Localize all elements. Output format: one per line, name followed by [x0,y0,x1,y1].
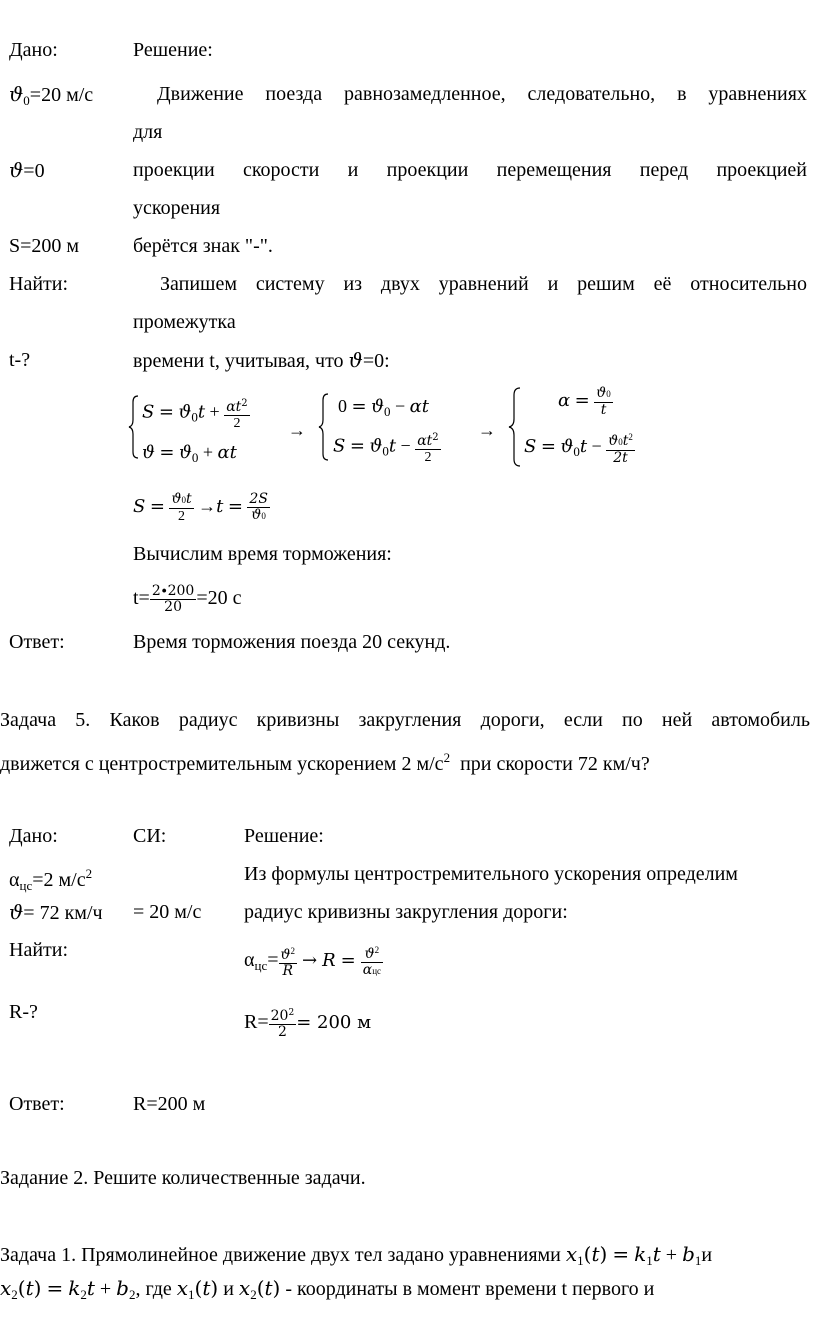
solution-line-1b: для [133,121,163,143]
t-calc: t= $\frac{2\cdot 200}{20}$ =20 с [133,582,242,615]
sol2-line-1: Из формулы центростремительного ускорения определим [244,863,738,885]
brace-2 [319,394,328,460]
otvet-label-2: Ответ: [9,1093,65,1115]
task5-line-2: движется с центростремительным ускорением 2 $м/с^2$ при скорости 72 км/ч? [0,750,650,775]
given-a: $\alpha_{цс}=2$ $м/с^2$ [9,866,93,893]
solution-line-1: Движение поезда равнозамедленное, следовательно, в уравнениях [157,83,807,105]
r-calc: R= $\frac{20^2}{2}$ = 200 м [244,1008,372,1041]
solution-line-5: времени t, учитывая, что ϑ=0: [133,348,390,372]
find-r: R-? [9,1001,38,1023]
zadanie2-heading: Задание 2. Решите количественные задачи. [0,1167,366,1189]
reshenie-label-2: Решение: [244,825,324,847]
task1-line-1: Задача 1. Прямолинейное движение двух тел задано уравнениями $x_1(t) = k_1t + b_1и$ [0,1242,713,1268]
solution-line-4: Запишем систему из двух уравнений и решим её относительно [160,273,807,295]
task1-line-2: $x_2(t) = k_2t + b_2$, где $x_1(t)$ и $x_2(t)$ - координаты в момент времени t первого и [0,1276,655,1302]
s-formula: S = $\frac{ϑ0t}{2}$ →t = $\frac{2S}{ϑ0}$ [133,490,268,524]
v-si: = 20 м/с [133,901,202,923]
given-v-2: ϑ= 72 км/ч [9,900,103,924]
naiti-label-2: Найти: [9,939,69,961]
reshenie-label: Решение: [133,39,213,61]
a-formula: $\alpha_{цс}=$ $\frac{ϑ^2}{R}$ → R = $\frac{ϑ^2}{\text{αцс}}$ [244,945,382,979]
solution-line-2b: ускорения [133,197,221,219]
eq3-line2: $S = ϑ_0t$ − $\frac{ϑ0t^2}{2t}$ [524,432,633,466]
given-s: S=200 м [9,235,80,257]
brace-1 [129,396,138,458]
otvet-text-2: R=200 м [133,1093,206,1115]
task5-line-1: Задача 5. Каков радиус кривизны закругления дороги, если по ней автомобиль [0,709,810,731]
eq2-line1: $0 = ϑ_0 - \alpha t$ [338,396,430,419]
otvet-label-1: Ответ: [9,631,65,653]
eq3-line1: α = $\frac{ϑ0}{t}$ [558,385,611,418]
calc-label: Вычислим время торможения: [133,543,392,565]
brace-3 [509,388,520,466]
equation-systems [128,386,808,470]
arrow-2: → [478,420,496,440]
solution-line-2: проекции скорости и проекции перемещения перед проекцией [133,159,807,181]
arrow-1: → [288,420,306,440]
eq1-line2: $ϑ = ϑ_0 + \alpha t$ [142,442,237,465]
sol2-line-2: радиус кривизны закругления дороги: [244,901,568,923]
find-t: t-? [9,349,31,371]
solution-line-3: берётся знак "-". [133,235,273,257]
otvet-text-1: Время торможения поезда 20 секунд. [133,631,451,653]
dano-label-2: Дано: [9,825,58,847]
naiti-label: Найти: [9,273,69,295]
solution-line-4b: промежутка [133,311,236,333]
eq1-line1: $S = ϑ_0t$ + $\frac{\alpha t^2}{2}$ [142,398,248,431]
dano-label: Дано: [9,39,58,61]
si-label: СИ: [133,825,167,847]
given-v0: $ϑ_0=20$ м/с [9,82,94,108]
eq2-line2: $S = ϑ_0t$ − $\frac{\alpha t^2}{2}$ [333,432,439,465]
given-v: ϑ=0 [9,158,45,182]
